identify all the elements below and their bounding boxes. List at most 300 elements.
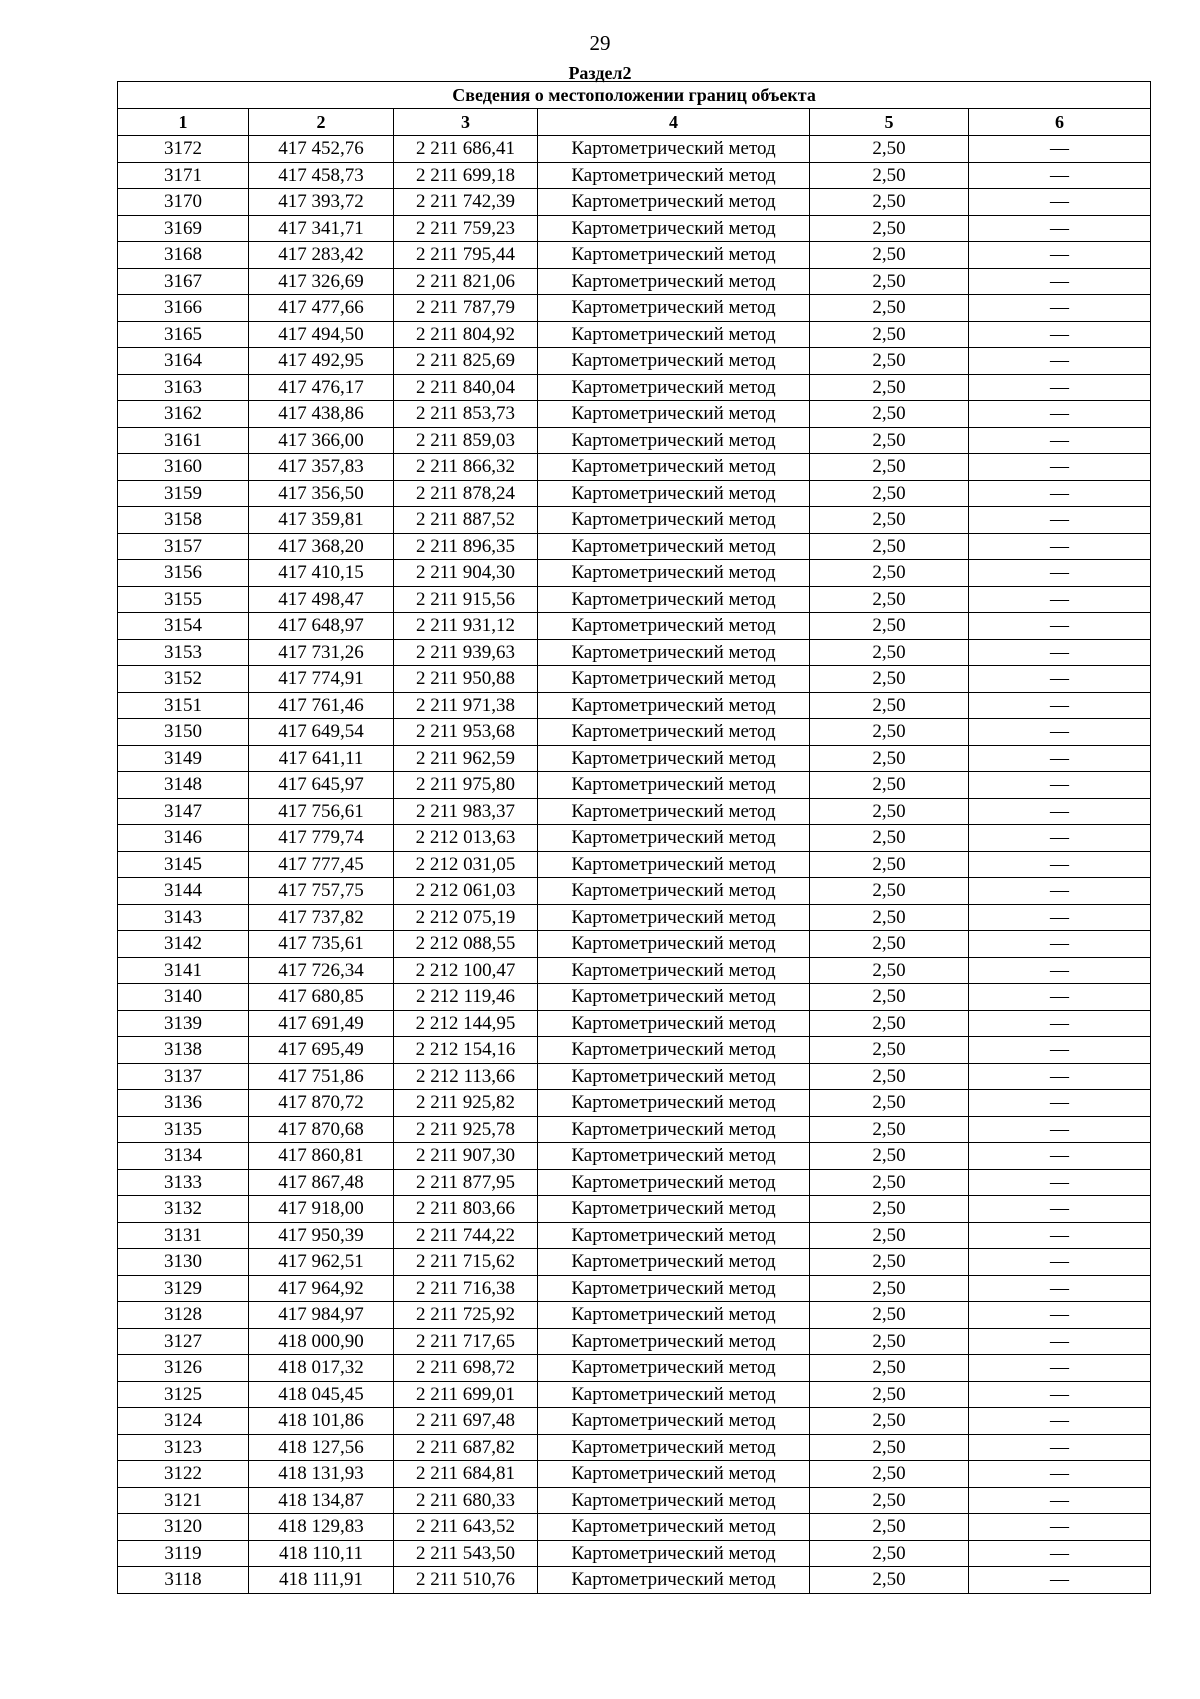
accuracy-cell: 2,50	[810, 1037, 969, 1064]
x-coordinate-cell: 417 918,00	[249, 1196, 394, 1223]
method-cell: Картометрический метод	[538, 1116, 810, 1143]
x-coordinate-cell: 417 438,86	[249, 401, 394, 428]
description-cell: —	[969, 136, 1151, 163]
description-cell: —	[969, 825, 1151, 852]
accuracy-cell: 2,50	[810, 1222, 969, 1249]
y-coordinate-cell: 2 212 061,03	[394, 878, 538, 905]
point-number-cell: 3128	[118, 1302, 249, 1329]
table-row	[118, 321, 1151, 348]
point-number-cell: 3144	[118, 878, 249, 905]
description-cell: —	[969, 666, 1151, 693]
column-number: 4	[538, 109, 810, 136]
y-coordinate-cell: 2 211 698,72	[394, 1355, 538, 1382]
description-cell: —	[969, 1010, 1151, 1037]
point-number-cell: 3122	[118, 1461, 249, 1488]
point-number-cell: 3168	[118, 242, 249, 269]
y-coordinate-cell: 2 212 119,46	[394, 984, 538, 1011]
method-cell: Картометрический метод	[538, 1010, 810, 1037]
column-number: 6	[969, 109, 1151, 136]
point-number-cell: 3138	[118, 1037, 249, 1064]
table-row	[118, 268, 1151, 295]
accuracy-cell: 2,50	[810, 1302, 969, 1329]
point-number-cell: 3127	[118, 1328, 249, 1355]
description-cell: —	[969, 772, 1151, 799]
method-cell: Картометрический метод	[538, 1275, 810, 1302]
method-cell: Картометрический метод	[538, 189, 810, 216]
y-coordinate-cell: 2 211 825,69	[394, 348, 538, 375]
description-cell: —	[969, 215, 1151, 242]
x-coordinate-cell: 417 691,49	[249, 1010, 394, 1037]
description-cell: —	[969, 560, 1151, 587]
accuracy-cell: 2,50	[810, 1487, 969, 1514]
accuracy-cell: 2,50	[810, 1355, 969, 1382]
x-coordinate-cell: 417 756,61	[249, 798, 394, 825]
x-coordinate-cell: 417 326,69	[249, 268, 394, 295]
y-coordinate-cell: 2 211 975,80	[394, 772, 538, 799]
accuracy-cell: 2,50	[810, 560, 969, 587]
description-cell: —	[969, 1408, 1151, 1435]
accuracy-cell: 2,50	[810, 295, 969, 322]
table-row	[118, 560, 1151, 587]
table-row	[118, 957, 1151, 984]
method-cell: Картометрический метод	[538, 1302, 810, 1329]
y-coordinate-cell: 2 212 031,05	[394, 851, 538, 878]
section-title: Раздел2	[568, 63, 632, 83]
x-coordinate-cell: 418 045,45	[249, 1381, 394, 1408]
accuracy-cell: 2,50	[810, 321, 969, 348]
description-cell: —	[969, 957, 1151, 984]
accuracy-cell: 2,50	[810, 1010, 969, 1037]
y-coordinate-cell: 2 211 803,66	[394, 1196, 538, 1223]
x-coordinate-cell: 417 761,46	[249, 692, 394, 719]
point-number-cell: 3135	[118, 1116, 249, 1143]
x-coordinate-cell: 418 101,86	[249, 1408, 394, 1435]
point-number-cell: 3162	[118, 401, 249, 428]
x-coordinate-cell: 417 492,95	[249, 348, 394, 375]
accuracy-cell: 2,50	[810, 1116, 969, 1143]
y-coordinate-cell: 2 211 742,39	[394, 189, 538, 216]
point-number-cell: 3171	[118, 162, 249, 189]
accuracy-cell: 2,50	[810, 507, 969, 534]
x-coordinate-cell: 417 870,72	[249, 1090, 394, 1117]
table-row	[118, 639, 1151, 666]
x-coordinate-cell: 417 452,76	[249, 136, 394, 163]
x-coordinate-cell: 417 870,68	[249, 1116, 394, 1143]
description-cell: —	[969, 719, 1151, 746]
coordinates-table	[117, 81, 1151, 1594]
table-row	[118, 586, 1151, 613]
x-coordinate-cell: 417 410,15	[249, 560, 394, 587]
accuracy-cell: 2,50	[810, 215, 969, 242]
point-number-cell: 3170	[118, 189, 249, 216]
method-cell: Картометрический метод	[538, 1514, 810, 1541]
table-row	[118, 931, 1151, 958]
accuracy-cell: 2,50	[810, 1169, 969, 1196]
description-cell: —	[969, 1037, 1151, 1064]
accuracy-cell: 2,50	[810, 613, 969, 640]
x-coordinate-cell: 418 110,11	[249, 1540, 394, 1567]
y-coordinate-cell: 2 211 717,65	[394, 1328, 538, 1355]
table-row	[118, 904, 1151, 931]
column-number: 2	[249, 109, 394, 136]
x-coordinate-cell: 417 476,17	[249, 374, 394, 401]
accuracy-cell: 2,50	[810, 586, 969, 613]
x-coordinate-cell: 417 494,50	[249, 321, 394, 348]
table-row	[118, 507, 1151, 534]
point-number-cell: 3142	[118, 931, 249, 958]
method-cell: Картометрический метод	[538, 1434, 810, 1461]
x-coordinate-cell: 417 641,11	[249, 745, 394, 772]
x-coordinate-cell: 417 341,71	[249, 215, 394, 242]
method-cell: Картометрический метод	[538, 427, 810, 454]
description-cell: —	[969, 348, 1151, 375]
point-number-cell: 3146	[118, 825, 249, 852]
y-coordinate-cell: 2 211 715,62	[394, 1249, 538, 1276]
method-cell: Картометрический метод	[538, 772, 810, 799]
table-row	[118, 215, 1151, 242]
x-coordinate-cell: 417 964,92	[249, 1275, 394, 1302]
table-row	[118, 1487, 1151, 1514]
y-coordinate-cell: 2 211 687,82	[394, 1434, 538, 1461]
table-row	[118, 1408, 1151, 1435]
y-coordinate-cell: 2 211 983,37	[394, 798, 538, 825]
description-cell: —	[969, 984, 1151, 1011]
description-cell: —	[969, 1434, 1151, 1461]
point-number-cell: 3123	[118, 1434, 249, 1461]
x-coordinate-cell: 417 779,74	[249, 825, 394, 852]
x-coordinate-cell: 417 731,26	[249, 639, 394, 666]
table-row	[118, 1143, 1151, 1170]
point-number-cell: 3160	[118, 454, 249, 481]
table-row	[118, 1090, 1151, 1117]
method-cell: Картометрический метод	[538, 321, 810, 348]
method-cell: Картометрический метод	[538, 295, 810, 322]
x-coordinate-cell: 418 111,91	[249, 1567, 394, 1594]
y-coordinate-cell: 2 211 840,04	[394, 374, 538, 401]
table-row	[118, 1514, 1151, 1541]
table-row	[118, 162, 1151, 189]
x-coordinate-cell: 417 357,83	[249, 454, 394, 481]
accuracy-cell: 2,50	[810, 1196, 969, 1223]
method-cell: Картометрический метод	[538, 162, 810, 189]
accuracy-cell: 2,50	[810, 533, 969, 560]
y-coordinate-cell: 2 211 896,35	[394, 533, 538, 560]
method-cell: Картометрический метод	[538, 1090, 810, 1117]
y-coordinate-cell: 2 212 144,95	[394, 1010, 538, 1037]
description-cell: —	[969, 1090, 1151, 1117]
y-coordinate-cell: 2 212 013,63	[394, 825, 538, 852]
table-row	[118, 825, 1151, 852]
accuracy-cell: 2,50	[810, 348, 969, 375]
description-cell: —	[969, 1487, 1151, 1514]
method-cell: Картометрический метод	[538, 878, 810, 905]
method-cell: Картометрический метод	[538, 480, 810, 507]
table-row	[118, 1381, 1151, 1408]
x-coordinate-cell: 417 726,34	[249, 957, 394, 984]
description-cell: —	[969, 374, 1151, 401]
table-row	[118, 189, 1151, 216]
method-cell: Картометрический метод	[538, 268, 810, 295]
method-cell: Картометрический метод	[538, 348, 810, 375]
point-number-cell: 3156	[118, 560, 249, 587]
point-number-cell: 3120	[118, 1514, 249, 1541]
description-cell: —	[969, 507, 1151, 534]
description-cell: —	[969, 162, 1151, 189]
y-coordinate-cell: 2 212 154,16	[394, 1037, 538, 1064]
table-row	[118, 772, 1151, 799]
x-coordinate-cell: 417 458,73	[249, 162, 394, 189]
method-cell: Картометрический метод	[538, 242, 810, 269]
y-coordinate-cell: 2 211 684,81	[394, 1461, 538, 1488]
accuracy-cell: 2,50	[810, 1408, 969, 1435]
accuracy-cell: 2,50	[810, 639, 969, 666]
method-cell: Картометрический метод	[538, 1355, 810, 1382]
accuracy-cell: 2,50	[810, 162, 969, 189]
x-coordinate-cell: 417 774,91	[249, 666, 394, 693]
accuracy-cell: 2,50	[810, 427, 969, 454]
point-number-cell: 3133	[118, 1169, 249, 1196]
description-cell: —	[969, 1116, 1151, 1143]
accuracy-cell: 2,50	[810, 401, 969, 428]
x-coordinate-cell: 418 017,32	[249, 1355, 394, 1382]
y-coordinate-cell: 2 211 510,76	[394, 1567, 538, 1594]
description-cell: —	[969, 1169, 1151, 1196]
x-coordinate-cell: 417 950,39	[249, 1222, 394, 1249]
accuracy-cell: 2,50	[810, 1567, 969, 1594]
x-coordinate-cell: 417 648,97	[249, 613, 394, 640]
method-cell: Картометрический метод	[538, 851, 810, 878]
y-coordinate-cell: 2 211 904,30	[394, 560, 538, 587]
table-body	[118, 136, 1151, 1594]
description-cell: —	[969, 1222, 1151, 1249]
method-cell: Картометрический метод	[538, 1461, 810, 1488]
point-number-cell: 3141	[118, 957, 249, 984]
table-row	[118, 242, 1151, 269]
y-coordinate-cell: 2 212 100,47	[394, 957, 538, 984]
y-coordinate-cell: 2 211 953,68	[394, 719, 538, 746]
method-cell: Картометрический метод	[538, 719, 810, 746]
y-coordinate-cell: 2 211 787,79	[394, 295, 538, 322]
table-row	[118, 1302, 1151, 1329]
description-cell: —	[969, 1540, 1151, 1567]
description-cell: —	[969, 1302, 1151, 1329]
description-cell: —	[969, 931, 1151, 958]
accuracy-cell: 2,50	[810, 745, 969, 772]
y-coordinate-cell: 2 211 925,78	[394, 1116, 538, 1143]
method-cell: Картометрический метод	[538, 692, 810, 719]
x-coordinate-cell: 418 134,87	[249, 1487, 394, 1514]
accuracy-cell: 2,50	[810, 1461, 969, 1488]
accuracy-cell: 2,50	[810, 904, 969, 931]
method-cell: Картометрический метод	[538, 586, 810, 613]
y-coordinate-cell: 2 211 686,41	[394, 136, 538, 163]
accuracy-cell: 2,50	[810, 1434, 969, 1461]
description-cell: —	[969, 1381, 1151, 1408]
table-row	[118, 1540, 1151, 1567]
accuracy-cell: 2,50	[810, 931, 969, 958]
description-cell: —	[969, 1461, 1151, 1488]
x-coordinate-cell: 417 477,66	[249, 295, 394, 322]
table-row	[118, 295, 1151, 322]
accuracy-cell: 2,50	[810, 1328, 969, 1355]
description-cell: —	[969, 268, 1151, 295]
accuracy-cell: 2,50	[810, 1540, 969, 1567]
x-coordinate-cell: 417 777,45	[249, 851, 394, 878]
accuracy-cell: 2,50	[810, 984, 969, 1011]
table-row	[118, 798, 1151, 825]
x-coordinate-cell: 417 860,81	[249, 1143, 394, 1170]
accuracy-cell: 2,50	[810, 719, 969, 746]
method-cell: Картометрический метод	[538, 374, 810, 401]
point-number-cell: 3147	[118, 798, 249, 825]
description-cell: —	[969, 1567, 1151, 1594]
description-cell: —	[969, 904, 1151, 931]
table-row	[118, 374, 1151, 401]
accuracy-cell: 2,50	[810, 692, 969, 719]
y-coordinate-cell: 2 211 866,32	[394, 454, 538, 481]
table-row	[118, 1461, 1151, 1488]
point-number-cell: 3172	[118, 136, 249, 163]
description-cell: —	[969, 586, 1151, 613]
method-cell: Картометрический метод	[538, 1037, 810, 1064]
y-coordinate-cell: 2 211 931,12	[394, 613, 538, 640]
point-number-cell: 3167	[118, 268, 249, 295]
method-cell: Картометрический метод	[538, 1222, 810, 1249]
y-coordinate-cell: 2 212 113,66	[394, 1063, 538, 1090]
method-cell: Картометрический метод	[538, 666, 810, 693]
y-coordinate-cell: 2 211 915,56	[394, 586, 538, 613]
accuracy-cell: 2,50	[810, 268, 969, 295]
y-coordinate-cell: 2 211 804,92	[394, 321, 538, 348]
x-coordinate-cell: 417 695,49	[249, 1037, 394, 1064]
x-coordinate-cell: 418 127,56	[249, 1434, 394, 1461]
table-row	[118, 480, 1151, 507]
point-number-cell: 3136	[118, 1090, 249, 1117]
description-cell: —	[969, 692, 1151, 719]
y-coordinate-cell: 2 211 699,01	[394, 1381, 538, 1408]
y-coordinate-cell: 2 211 887,52	[394, 507, 538, 534]
point-number-cell: 3145	[118, 851, 249, 878]
y-coordinate-cell: 2 211 697,48	[394, 1408, 538, 1435]
y-coordinate-cell: 2 211 853,73	[394, 401, 538, 428]
method-cell: Картометрический метод	[538, 1143, 810, 1170]
page-number: 29	[589, 31, 611, 55]
description-cell: —	[969, 1328, 1151, 1355]
description-cell: —	[969, 454, 1151, 481]
description-cell: —	[969, 401, 1151, 428]
point-number-cell: 3161	[118, 427, 249, 454]
table-row	[118, 1567, 1151, 1594]
table-row	[118, 1328, 1151, 1355]
description-cell: —	[969, 295, 1151, 322]
method-cell: Картометрический метод	[538, 1381, 810, 1408]
y-coordinate-cell: 2 211 725,92	[394, 1302, 538, 1329]
method-cell: Картометрический метод	[538, 639, 810, 666]
description-cell: —	[969, 427, 1151, 454]
accuracy-cell: 2,50	[810, 878, 969, 905]
x-coordinate-cell: 417 498,47	[249, 586, 394, 613]
x-coordinate-cell: 417 283,42	[249, 242, 394, 269]
x-coordinate-cell: 417 757,75	[249, 878, 394, 905]
point-number-cell: 3126	[118, 1355, 249, 1382]
point-number-cell: 3163	[118, 374, 249, 401]
y-coordinate-cell: 2 211 907,30	[394, 1143, 538, 1170]
method-cell: Картометрический метод	[538, 1169, 810, 1196]
point-number-cell: 3143	[118, 904, 249, 931]
point-number-cell: 3165	[118, 321, 249, 348]
method-cell: Картометрический метод	[538, 1487, 810, 1514]
method-cell: Картометрический метод	[538, 401, 810, 428]
table-row	[118, 136, 1151, 163]
y-coordinate-cell: 2 211 878,24	[394, 480, 538, 507]
description-cell: —	[969, 798, 1151, 825]
point-number-cell: 3137	[118, 1063, 249, 1090]
table-row	[118, 1434, 1151, 1461]
y-coordinate-cell: 2 211 680,33	[394, 1487, 538, 1514]
point-number-cell: 3154	[118, 613, 249, 640]
y-coordinate-cell: 2 211 962,59	[394, 745, 538, 772]
accuracy-cell: 2,50	[810, 189, 969, 216]
method-cell: Картометрический метод	[538, 1540, 810, 1567]
method-cell: Картометрический метод	[538, 507, 810, 534]
table-row	[118, 666, 1151, 693]
point-number-cell: 3166	[118, 295, 249, 322]
table-row	[118, 427, 1151, 454]
table-row	[118, 1355, 1151, 1382]
table-row	[118, 1116, 1151, 1143]
column-number: 5	[810, 109, 969, 136]
point-number-cell: 3119	[118, 1540, 249, 1567]
x-coordinate-cell: 417 359,81	[249, 507, 394, 534]
y-coordinate-cell: 2 211 643,52	[394, 1514, 538, 1541]
accuracy-cell: 2,50	[810, 957, 969, 984]
point-number-cell: 3158	[118, 507, 249, 534]
accuracy-cell: 2,50	[810, 1249, 969, 1276]
x-coordinate-cell: 418 129,83	[249, 1514, 394, 1541]
accuracy-cell: 2,50	[810, 825, 969, 852]
point-number-cell: 3118	[118, 1567, 249, 1594]
point-number-cell: 3149	[118, 745, 249, 772]
table-caption-row	[118, 82, 1151, 109]
accuracy-cell: 2,50	[810, 242, 969, 269]
y-coordinate-cell: 2 211 699,18	[394, 162, 538, 189]
accuracy-cell: 2,50	[810, 1275, 969, 1302]
x-coordinate-cell: 417 867,48	[249, 1169, 394, 1196]
y-coordinate-cell: 2 211 939,63	[394, 639, 538, 666]
table-row	[118, 1063, 1151, 1090]
table-caption: Сведения о местоположении границ объекта	[118, 82, 1151, 109]
column-number-row	[118, 109, 1151, 136]
point-number-cell: 3157	[118, 533, 249, 560]
y-coordinate-cell: 2 211 744,22	[394, 1222, 538, 1249]
y-coordinate-cell: 2 211 759,23	[394, 215, 538, 242]
method-cell: Картометрический метод	[538, 957, 810, 984]
y-coordinate-cell: 2 211 925,82	[394, 1090, 538, 1117]
point-number-cell: 3152	[118, 666, 249, 693]
description-cell: —	[969, 1063, 1151, 1090]
table-row	[118, 984, 1151, 1011]
y-coordinate-cell: 2 211 877,95	[394, 1169, 538, 1196]
point-number-cell: 3153	[118, 639, 249, 666]
description-cell: —	[969, 745, 1151, 772]
point-number-cell: 3164	[118, 348, 249, 375]
table-row	[118, 878, 1151, 905]
method-cell: Картометрический метод	[538, 904, 810, 931]
point-number-cell: 3124	[118, 1408, 249, 1435]
description-cell: —	[969, 1196, 1151, 1223]
method-cell: Картометрический метод	[538, 1408, 810, 1435]
point-number-cell: 3132	[118, 1196, 249, 1223]
